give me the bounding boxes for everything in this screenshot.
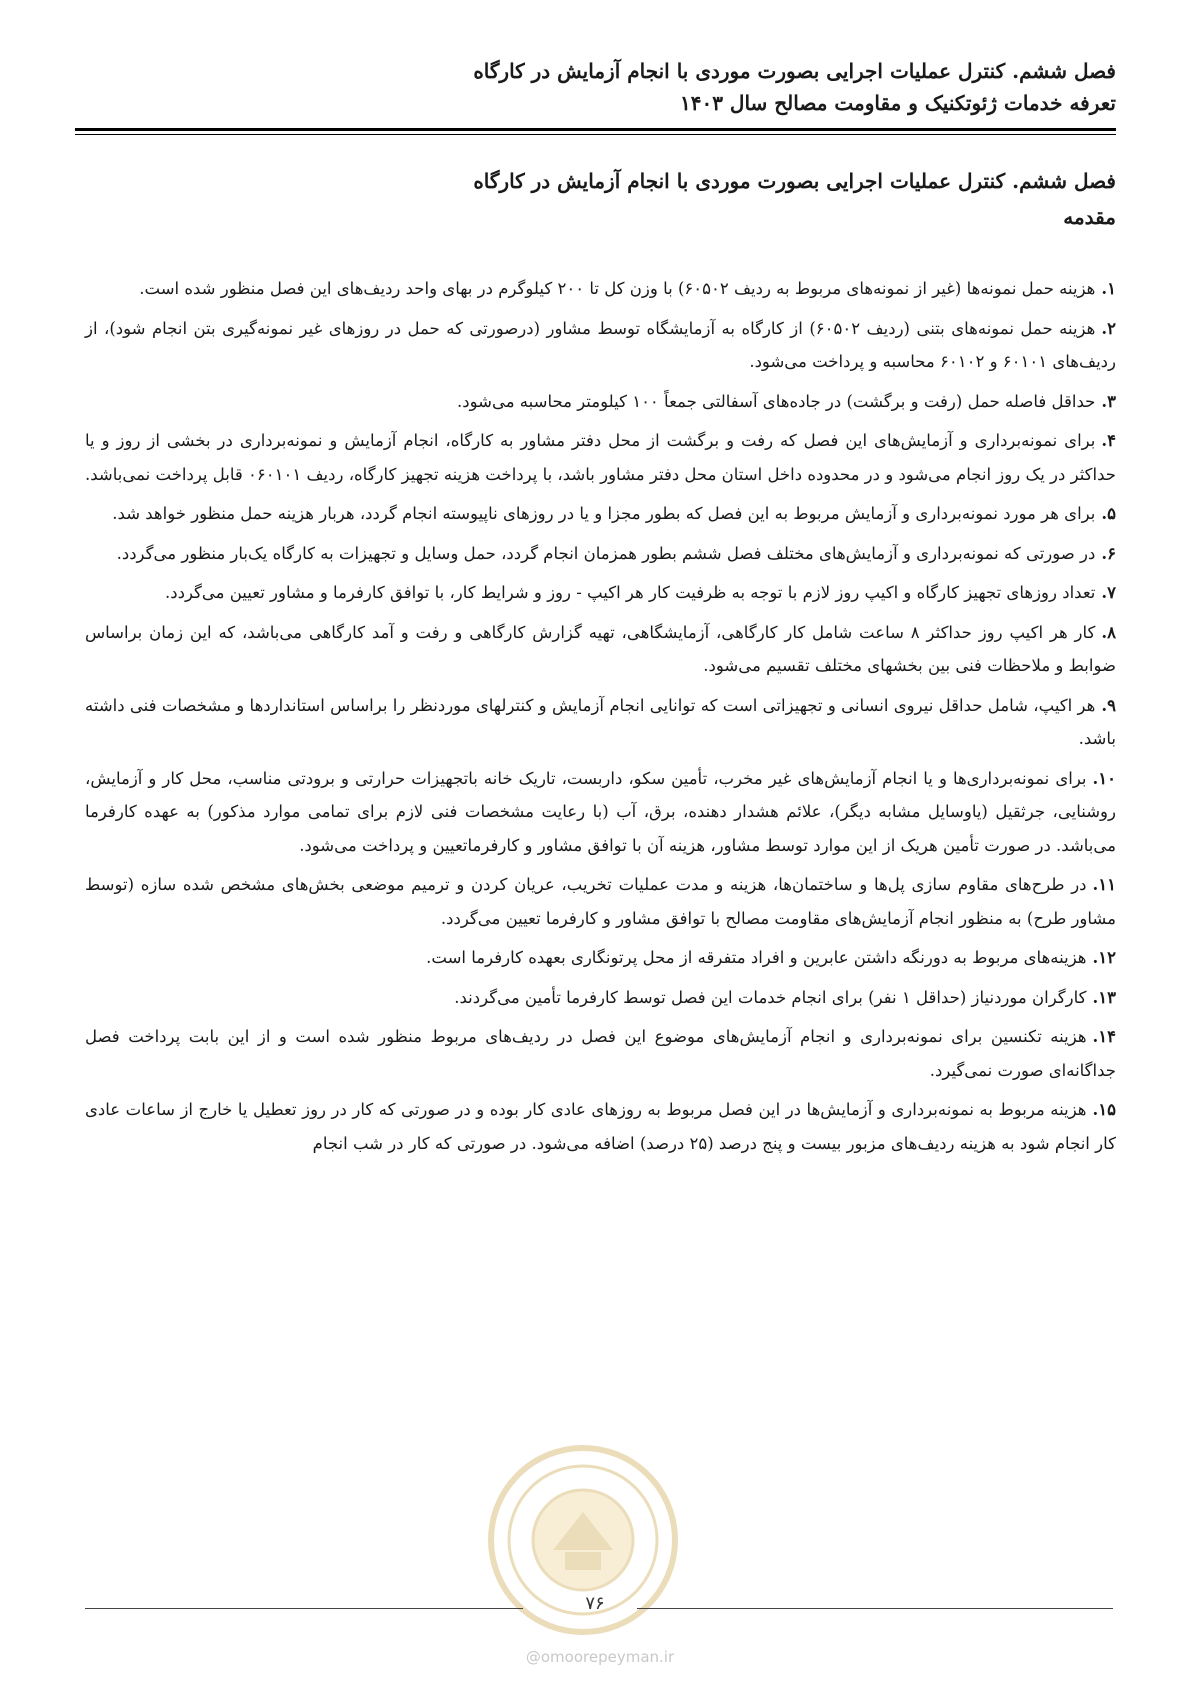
- paragraph-13: [85, 981, 1116, 1015]
- paragraph-3: [85, 385, 1116, 419]
- paragraph-text: حداقل فاصله حمل (رفت و برگشت) در جاده‌های آسفالتی جمعاً ۱۰۰ کیلومتر محاسبه می‌شود.: [457, 391, 1096, 411]
- footer-rule-left: [85, 1608, 523, 1609]
- paragraph-number: ۸.: [1101, 622, 1116, 642]
- paragraph-text: در طرح‌های مقاوم سازی پل‌ها و ساختمان‌ها، هزینه و مدت عملیات تخریب، عریان کردن و ترمیم موضعی بخش‌های مشخص شده سازه (توسط مشاور طرح) به منظور انجام آزمایش‌های مقاومت مصالح با توافق مشاور و کارفرما تعیین می‌گردد.: [85, 875, 1116, 928]
- paragraph-number: ۲.: [1101, 318, 1116, 338]
- page-number: ۷۶: [585, 1593, 605, 1614]
- paragraph-14: [85, 1020, 1116, 1087]
- paragraph-11: [85, 868, 1116, 935]
- paragraph-text: برای نمونه‌برداری و آزمایش‌های این فصل که رفت و برگشت از محل دفتر مشاور به کارگاه، انجام آزمایش و نمونه‌برداری در بخشی از روز و یا حداکثر در یک روز انجام می‌شود و در محدوده داخل استان محل دفتر مشاور باشد، با پرداخت هزینه تجهیز کارگاه، ردیف ۰۶۰۱۰۱ قابل پرداخت نمی‌باشد.: [85, 431, 1116, 484]
- paragraph-number: ۶.: [1101, 543, 1116, 563]
- paragraph-number: ۱۰.: [1092, 768, 1116, 788]
- paragraph-text: هزینه تکنسین برای نمونه‌برداری و انجام آزمایش‌های موضوع این فصل در ردیف‌های مربوط منظور شده است و از این بابت پرداخت فصل جداگانه‌ای صورت نمی‌گیرد.: [85, 1027, 1116, 1080]
- paragraph-number: ۹.: [1101, 695, 1116, 715]
- paragraph-text: کارگران موردنیاز (حداقل ۱ نفر) برای انجام خدمات این فصل توسط کارفرما تأمین می‌گردند.: [454, 987, 1087, 1007]
- header-rule-thick: [75, 128, 1116, 131]
- paragraph-2: [85, 312, 1116, 379]
- site-watermark: @omoorepeyman.ir: [525, 1648, 675, 1666]
- paragraph-12: [85, 941, 1116, 975]
- paragraph-number: ۷.: [1101, 583, 1116, 602]
- paragraph-number: ۱۲.: [1092, 948, 1116, 967]
- paragraph-number: ۳.: [1101, 391, 1116, 411]
- paragraph-text: هزینه مربوط به نمونه‌برداری و آزمایش‌ها در این فصل مربوط به روزهای عادی کار بوده و در صورتی که کار در روز تعطیل یا خارج از ساعات عادی کار انجام شود به هزینه ردیف‌های مزبور بیست و پنج درصد (۲۵ درصد) اضافه می‌شود. در صورتی که کار در شب انجام: [85, 1100, 1116, 1153]
- paragraph-text: در صورتی که نمونه‌برداری و آزمایش‌های مختلف فصل ششم بطور همزمان انجام گردد، حمل وسایل و تجهیزات به کارگاه یک‌بار منظور می‌گردد.: [116, 543, 1096, 563]
- paragraph-1: [85, 272, 1116, 306]
- paragraph-text: هزینه‌های مربوط به دورنگه داشتن عابرین و افراد متفرقه از محل پرتونگاری بعهده کارفرما است.: [426, 948, 1087, 967]
- paragraph-8: [85, 616, 1116, 683]
- footer-rule-right: [637, 1608, 1113, 1609]
- paragraph-6: [85, 537, 1116, 571]
- paragraph-number: ۱۱.: [1092, 875, 1116, 894]
- paragraph-number: ۱۴.: [1092, 1027, 1116, 1046]
- paragraph-4: [85, 424, 1116, 491]
- paragraph-text: برای نمونه‌برداری‌ها و یا انجام آزمایش‌های غیر مخرب، تأمین سکو، داربست، تاریک خانه باتجهیزات حرارتی و برودتی مناسب، محل کار و آزمایش، روشنایی، جرثقیل (یاوسایل مشابه دیگر)، علائم هشدار دهنده، برق، آب (با رعایت مشخصات فنی لازم برای تمامی موارد مذکور) به عهده کارفرما می‌باشد. در صورت تأمین هریک از این موارد توسط مشاور، هزینه آن با توافق مشاور و کارفرماتعیین و پرداخت می‌شود.: [85, 768, 1116, 855]
- chapter-heading: [75, 163, 1116, 235]
- paragraph-number: ۱۵.: [1092, 1100, 1116, 1119]
- running-header: [75, 55, 1116, 119]
- header-document-title: تعرفه خدمات ژئوتکنیک و مقاومت مصالح سال ۱۴۰۳: [679, 91, 1116, 115]
- paragraph-15: [85, 1093, 1116, 1160]
- paragraph-text: هزینه حمل نمونه‌های بتنی (ردیف ۶۰۵۰۲) از کارگاه به آزمایشگاه توسط مشاور (درصورتی که حمل در روزهای غیر نمونه‌گیری بتن انجام شود)، از ردیف‌های ۶۰۱۰۱ و ۶۰۱۰۲ محاسبه و پرداخت می‌شود.: [85, 318, 1116, 371]
- header-rule-thin: [75, 134, 1116, 135]
- paragraph-number: ۱۳.: [1092, 987, 1116, 1007]
- paragraph-number: ۱.: [1101, 279, 1116, 298]
- paragraph-9: [85, 689, 1116, 756]
- paragraph-text: تعداد روزهای تجهیز کارگاه و اکیپ روز لازم با توجه به ظرفیت کار هر اکیپ - روز و شرایط کار، با توافق کارفرما و مشاور تعیین می‌گردد.: [165, 583, 1096, 602]
- paragraph-text: هزینه حمل نمونه‌ها (غیر از نمونه‌های مربوط به ردیف ۶۰۵۰۲) با وزن کل تا ۲۰۰ کیلوگرم در بهای واحد ردیف‌های این فصل منظور شده است.: [139, 279, 1096, 298]
- paragraph-text: کار هر اکیپ روز حداکثر ۸ ساعت شامل کار کارگاهی، آزمایشگاهی، تهیه گزارش کارگاهی و رفت و آمد کارگاهی می‌باشد، که این زمان براساس ضوابط و ملاحظات فنی بین بخشهای مختلف تقسیم می‌شود.: [85, 622, 1116, 675]
- paragraph-text: برای هر مورد نمونه‌برداری و آزمایش مربوط به این فصل که بطور مجزا و یا در روزهای ناپیوسته انجام گردد، هربار هزینه حمل منظور خواهد شد.: [112, 504, 1096, 523]
- header-chapter-title: فصل ششم. کنترل عملیات اجرایی بصورت موردی با انجام آزمایش در کارگاه: [473, 59, 1116, 83]
- paragraph-7: [85, 576, 1116, 610]
- section-title-introduction: مقدمه: [1063, 205, 1116, 229]
- body-text: [85, 272, 1116, 1166]
- chapter-title: فصل ششم. کنترل عملیات اجرایی بصورت موردی با انجام آزمایش در کارگاه: [473, 169, 1116, 193]
- paragraph-5: [85, 497, 1116, 531]
- paragraph-text: هر اکیپ، شامل حداقل نیروی انسانی و تجهیزاتی است که توانایی انجام آزمایش و کنترلهای موردنظر را براساس استانداردها و مشخصات فنی داشته باشد.: [85, 695, 1116, 748]
- paragraph-number: ۴.: [1101, 431, 1116, 450]
- paragraph-number: ۵.: [1101, 504, 1116, 523]
- paragraph-10: [85, 762, 1116, 863]
